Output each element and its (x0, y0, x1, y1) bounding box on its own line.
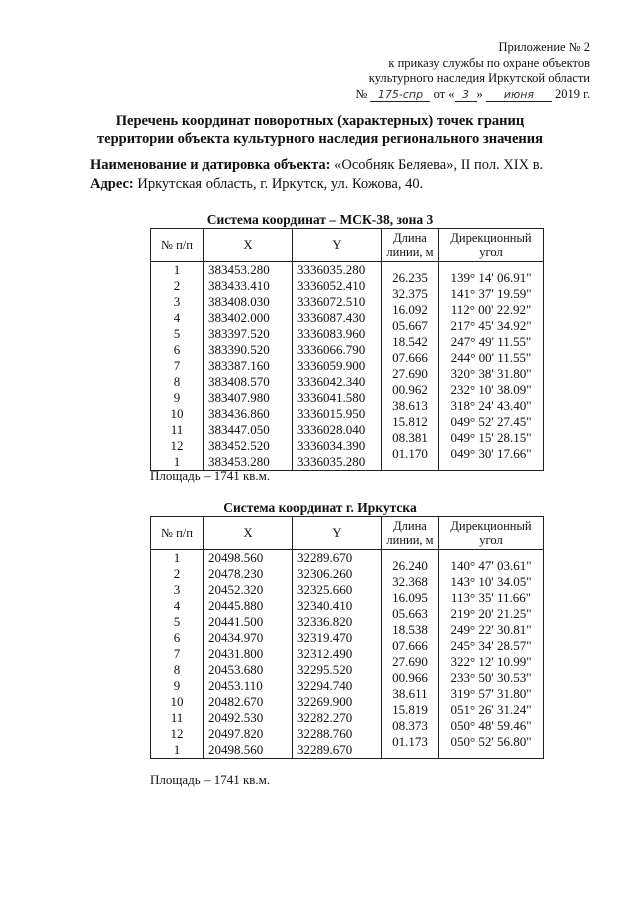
y-coordinate: 32282.270 (297, 710, 353, 725)
point-number: 1 (173, 454, 181, 469)
header-angle-line-1: Дирекционный (450, 519, 532, 533)
direction-angle: 113° 35' 11.66" (450, 590, 532, 605)
direction-angle: 320° 38' 31.80" (450, 366, 532, 381)
header-length (382, 229, 439, 262)
direction-angle: 319° 57' 31.80" (450, 686, 532, 701)
y-coordinate: 32288.760 (297, 726, 353, 741)
y-coordinate: 32340.410 (297, 598, 353, 613)
y-coordinate: 32312.490 (297, 646, 353, 661)
y-column (293, 262, 382, 471)
y-coordinate: 32295.520 (297, 662, 353, 677)
order-number-handwritten: 175-спр (370, 88, 430, 102)
y-coordinate: 32269.900 (297, 694, 353, 709)
appendix-order-line (355, 87, 590, 103)
y-coordinate: 32336.820 (297, 614, 353, 629)
object-name-value: «Особняк Беляева», II пол. XIX в. (334, 157, 544, 173)
length-column (382, 262, 439, 471)
line-length: 16.095 (392, 590, 428, 605)
order-no-label: № (355, 86, 368, 101)
point-number: 3 (173, 294, 181, 309)
y-coordinate: 32294.740 (297, 678, 353, 693)
x-coordinate: 383408.570 (208, 374, 270, 389)
direction-angle: 049° 52' 27.45" (450, 414, 532, 429)
header-angle-line-2: угол (479, 245, 503, 259)
x-coordinate: 20482.670 (208, 694, 264, 709)
object-name-label: Наименование и датировка объекта: (90, 157, 331, 173)
header-y: Y (293, 517, 382, 550)
point-number: 12 (170, 726, 184, 741)
y-coordinate: 3336042.340 (297, 374, 366, 389)
header-length (382, 517, 439, 550)
y-coordinate: 3336028.040 (297, 422, 366, 437)
point-number: 10 (170, 406, 184, 421)
header-x: X (204, 229, 293, 262)
direction-angle: 050° 52' 56.80" (450, 734, 532, 749)
line-length: 05.667 (392, 318, 428, 333)
object-address-label: Адрес: (90, 176, 134, 192)
header-length-line-1: Длина (393, 231, 427, 245)
y-coordinate: 3336083.960 (297, 326, 366, 341)
point-number: 3 (173, 582, 181, 597)
point-number: 1 (173, 262, 181, 277)
points-column (151, 550, 204, 759)
table-body-row (151, 262, 544, 471)
table1-area: Площадь – 1741 кв.м. (150, 468, 271, 483)
line-length: 07.666 (392, 638, 428, 653)
x-column (204, 550, 293, 759)
title-line-1: Перечень координат поворотных (характерных) точек границ (115, 113, 525, 129)
point-number: 11 (170, 710, 184, 725)
direction-angle: 219° 20' 21.25" (450, 606, 532, 621)
order-from-label: от « (433, 86, 455, 101)
direction-angle: 139° 14' 06.91" (450, 270, 532, 285)
object-address-row (90, 175, 600, 194)
y-column (293, 550, 382, 759)
x-coordinate: 383452.520 (208, 438, 270, 453)
line-length: 26.235 (392, 270, 428, 285)
header-angle (439, 517, 544, 550)
point-number: 2 (173, 566, 181, 581)
y-coordinate: 3336035.280 (297, 262, 366, 277)
x-coordinate: 383433.410 (208, 278, 270, 293)
y-coordinate: 32325.660 (297, 582, 353, 597)
table-header-row (151, 517, 544, 550)
angle-column (439, 550, 544, 759)
line-length: 27.690 (392, 366, 428, 381)
direction-angle: 112° 00' 22.92" (450, 302, 532, 317)
header-length-line-2: линии, м (386, 533, 434, 547)
direction-angle: 140° 47' 03.61" (450, 558, 532, 573)
header-length-line-2: линии, м (386, 245, 434, 259)
x-coordinate: 20497.820 (208, 726, 264, 741)
direction-angle: 051° 26' 31.24" (450, 702, 532, 717)
line-length: 15.812 (392, 414, 428, 429)
appendix-line-1: Приложение № 2 (498, 40, 590, 54)
header-y: Y (293, 229, 382, 262)
line-length: 07.666 (392, 350, 428, 365)
table-header-row (151, 229, 544, 262)
header-length-line-1: Длина (393, 519, 427, 533)
header-num: № п/п (151, 517, 204, 550)
line-length: 00.966 (392, 670, 428, 685)
x-coordinate: 20498.560 (208, 742, 264, 757)
line-length: 32.375 (392, 286, 428, 301)
order-quote-close: » (476, 86, 483, 101)
y-coordinate: 3336059.900 (297, 358, 366, 373)
direction-angle: 050° 48' 59.46" (450, 718, 532, 733)
x-coordinate: 383397.520 (208, 326, 270, 341)
object-address-value: Иркутская область, г. Иркутск, ул. Кожова, 40. (137, 176, 424, 192)
direction-angle: 143° 10' 34.05" (450, 574, 532, 589)
y-coordinate: 32306.260 (297, 566, 353, 581)
line-length: 08.381 (392, 430, 428, 445)
point-number: 7 (173, 358, 181, 373)
x-coordinate: 383390.520 (208, 342, 270, 357)
x-coordinate: 383447.050 (208, 422, 270, 437)
direction-angle: 049° 30' 17.66" (450, 446, 532, 461)
x-column (204, 262, 293, 471)
line-length: 32.368 (392, 574, 428, 589)
x-coordinate: 20453.110 (208, 678, 263, 693)
point-number: 11 (170, 422, 184, 437)
header-x: X (204, 517, 293, 550)
direction-angle: 244° 00' 11.55" (450, 350, 532, 365)
y-coordinate: 3336035.280 (297, 454, 366, 469)
point-number: 4 (173, 310, 181, 325)
y-coordinate: 3336034.390 (297, 438, 366, 453)
y-coordinate: 3336072.510 (297, 294, 366, 309)
line-length: 00.962 (392, 382, 428, 397)
y-coordinate: 32319.470 (297, 630, 353, 645)
point-number: 5 (173, 614, 181, 629)
line-length: 16.092 (392, 302, 428, 317)
point-number: 2 (173, 278, 181, 293)
point-number: 10 (170, 694, 184, 709)
x-coordinate: 383407.980 (208, 390, 270, 405)
table2-area: Площадь – 1741 кв.м. (150, 772, 271, 787)
line-length: 18.542 (392, 334, 428, 349)
line-length: 18.538 (392, 622, 428, 637)
x-coordinate: 383402.000 (208, 310, 270, 325)
line-length: 27.690 (392, 654, 428, 669)
x-coordinate: 20498.560 (208, 550, 264, 565)
direction-angle: 233° 50' 30.53" (450, 670, 532, 685)
x-coordinate: 383408.030 (208, 294, 270, 309)
y-coordinate: 3336041.580 (297, 390, 366, 405)
point-number: 12 (170, 438, 184, 453)
order-year: 2019 г. (555, 86, 590, 101)
y-coordinate: 3336066.790 (297, 342, 366, 357)
point-number: 5 (173, 326, 181, 341)
line-length: 05.663 (392, 606, 428, 621)
table2-title: Система координат г. Иркутска (223, 500, 417, 515)
line-length: 15.819 (392, 702, 428, 717)
coordinates-table-msk38 (150, 228, 544, 471)
header-angle-line-2: угол (479, 533, 503, 547)
angle-column (439, 262, 544, 471)
point-number: 6 (173, 342, 181, 357)
line-length: 01.173 (392, 734, 428, 749)
header-num: № п/п (151, 229, 204, 262)
y-coordinate: 3336087.430 (297, 310, 366, 325)
order-month-handwritten: июня (486, 88, 552, 102)
object-name-row (90, 156, 600, 175)
coordinates-table-irkutsk (150, 516, 544, 759)
line-length: 26.240 (392, 558, 428, 573)
direction-angle: 318° 24' 43.40" (450, 398, 532, 413)
x-coordinate: 20431.800 (208, 646, 264, 661)
title-line-2: территории объекта культурного наследия регионального значения (97, 131, 543, 147)
x-coordinate: 20492.530 (208, 710, 264, 725)
point-number: 1 (173, 742, 181, 757)
x-coordinate: 20434.970 (208, 630, 264, 645)
point-number: 4 (173, 598, 181, 613)
line-length: 08.373 (392, 718, 428, 733)
y-coordinate: 32289.670 (297, 742, 353, 757)
document-title (60, 112, 580, 148)
line-length: 38.611 (392, 686, 428, 701)
x-coordinate: 383387.160 (208, 358, 270, 373)
point-number: 9 (173, 678, 181, 693)
header-angle (439, 229, 544, 262)
x-coordinate: 20452.320 (208, 582, 264, 597)
direction-angle: 322° 12' 10.99" (450, 654, 532, 669)
x-coordinate: 20453.680 (208, 662, 264, 677)
direction-angle: 141° 37' 19.59" (450, 286, 532, 301)
x-coordinate: 20441.500 (208, 614, 264, 629)
line-length: 38.613 (392, 398, 428, 413)
direction-angle: 247° 49' 11.55" (450, 334, 532, 349)
x-coordinate: 20445.880 (208, 598, 264, 613)
appendix-line-2: к приказу службы по охране объектов (388, 55, 590, 70)
appendix-header (355, 40, 590, 102)
direction-angle: 249° 22' 30.81" (450, 622, 532, 637)
points-column (151, 262, 204, 471)
appendix-line-3: культурного наследия Иркутской области (368, 71, 590, 85)
length-column (382, 550, 439, 759)
y-coordinate: 32289.670 (297, 550, 353, 565)
point-number: 8 (173, 662, 181, 677)
order-day-handwritten: 3 (455, 88, 477, 102)
x-coordinate: 383436.860 (208, 406, 270, 421)
line-length: 01.170 (392, 446, 428, 461)
x-coordinate: 383453.280 (208, 454, 270, 469)
point-number: 6 (173, 630, 181, 645)
direction-angle: 245° 34' 28.57" (450, 638, 532, 653)
y-coordinate: 3336052.410 (297, 278, 366, 293)
direction-angle: 049° 15' 28.15" (450, 430, 532, 445)
point-number: 8 (173, 374, 181, 389)
point-number: 9 (173, 390, 181, 405)
header-angle-line-1: Дирекционный (450, 231, 532, 245)
y-coordinate: 3336015.950 (297, 406, 366, 421)
x-coordinate: 383453.280 (208, 262, 270, 277)
object-info (90, 156, 600, 194)
point-number: 7 (173, 646, 181, 661)
direction-angle: 217° 45' 34.92" (450, 318, 532, 333)
table-body-row (151, 550, 544, 759)
table1-title: Система координат – МСК-38, зона 3 (206, 212, 434, 227)
point-number: 1 (173, 550, 181, 565)
direction-angle: 232° 10' 38.09" (450, 382, 532, 397)
x-coordinate: 20478.230 (208, 566, 264, 581)
